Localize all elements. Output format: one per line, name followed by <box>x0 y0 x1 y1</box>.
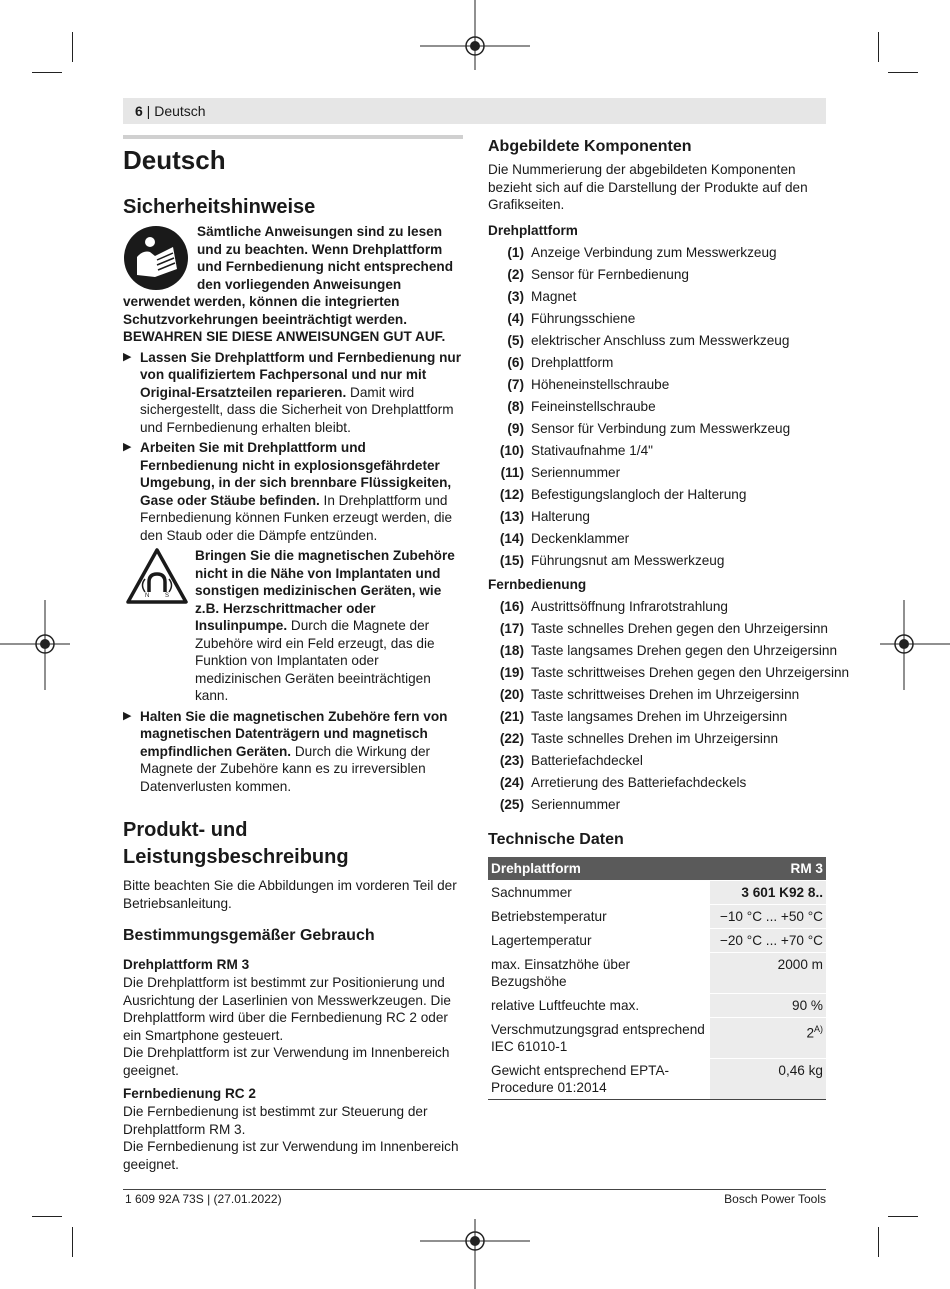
component-label: Anzeige Verbindung zum Messwerkzeug <box>531 244 777 260</box>
component-label: Taste langsames Drehen gegen den Uhrzeigersinn <box>531 642 838 658</box>
component-label: Führungsschiene <box>531 310 636 326</box>
bullet-1-text: Damit wird sichergestellt, dass die Sicherheit von Drehplattform und Fernbedienung erhalten bleibt. <box>140 384 454 435</box>
magnet-warning-block <box>123 547 463 705</box>
bullet-2-bold: Arbeiten Sie mit Drehplattform und Fernbedienung nicht in explosionsgefährdeter Umgebung, in der sich brennbare Flüssigkeiten, Gase oder Stäube befinden. <box>140 440 452 508</box>
left-column <box>123 145 463 1173</box>
bullet-3-bold: Halten Sie die magnetischen Zubehöre fern von magnetischen Datenträgern und magnetisch empfindlichen Geräten. <box>140 708 448 759</box>
component-number: (16) <box>499 598 524 614</box>
product-heading <box>123 817 463 871</box>
bullet-2-text: In Drehplattform und Fernbedienung können Funken erzeugt werden, die den Staub oder die Dämpfe entzünden. <box>140 492 453 543</box>
component-label: elektrischer Anschluss zum Messwerkzeug <box>531 332 790 348</box>
tech-header-label: Drehplattform <box>488 857 710 881</box>
component-item <box>488 528 826 550</box>
component-item <box>488 396 826 418</box>
registration-mark-left <box>0 600 70 690</box>
component-item <box>488 706 826 728</box>
component-item <box>488 618 826 640</box>
registration-mark-top <box>420 0 530 70</box>
component-item <box>488 772 826 794</box>
component-label: Taste schnelles Drehen im Uhrzeigersinn <box>531 730 779 746</box>
rm3-heading: Drehplattform RM 3 <box>123 957 250 972</box>
tech-data-table <box>488 857 826 1100</box>
component-label: Seriennummer <box>531 796 621 812</box>
column-rule <box>123 135 463 139</box>
product-heading-line-2: Leistungsbeschreibung <box>123 846 349 868</box>
component-number: (13) <box>499 508 524 524</box>
safety-intro: Sämtliche Anweisungen sind zu lesen und zu beachten. Wenn Drehplattform und Fernbedienung nicht entsprechend den vorliegenden Anweisungen verwendet werden, können die integrierten Schutzvorkehrungen beeinträchtigt werden. BEWAHREN SIE DIESE ANWEISUNGEN GUT AUF. <box>123 224 454 344</box>
component-number: (22) <box>499 730 524 746</box>
tech-row-label: Verschmutzungsgrad entsprechend IEC 61010-1 <box>488 1017 710 1058</box>
magnet-warning-bold: Bringen Sie die magnetischen Zubehöre nicht in die Nähe von Implantaten und sonstigen medizinischen Geräten, wie z.B. Herzschrittmacher oder Insulinpumpe. <box>195 548 455 633</box>
component-number: (8) <box>507 398 524 414</box>
component-number: (20) <box>499 686 524 702</box>
tech-row-value <box>710 880 826 904</box>
remote-components-heading: Fernbedienung <box>488 576 587 592</box>
rc2-heading: Fernbedienung RC 2 <box>123 1086 256 1101</box>
tech-row <box>488 1058 826 1099</box>
tech-row-label: Sachnummer <box>488 880 710 904</box>
page-title: Deutsch <box>123 145 226 175</box>
component-item <box>488 330 826 352</box>
tech-row <box>488 928 826 952</box>
component-label: Befestigungslangloch der Halterung <box>531 486 747 502</box>
component-number: (24) <box>499 774 524 790</box>
platform-components-heading: Drehplattform <box>488 222 578 238</box>
component-label: Taste schrittweises Drehen gegen den Uhrzeigersinn <box>531 664 850 680</box>
bullet-3-text: Durch die Wirkung der Magnete der Zubehöre kann es zu irreversiblen Datenverlusten kommen. <box>140 743 431 794</box>
tech-row-label: Betriebstemperatur <box>488 904 710 928</box>
tech-row-label: Gewicht entsprechend EPTA-Procedure 01:2014 <box>488 1058 710 1099</box>
safety-bullet-1 <box>123 349 463 437</box>
component-label: Magnet <box>531 288 577 304</box>
component-number: (7) <box>507 376 524 392</box>
rc2-text-2: Die Fernbedienung ist zur Verwendung im Innenbereich geeignet. <box>123 1139 459 1172</box>
component-number: (15) <box>499 552 524 568</box>
component-item <box>488 728 826 750</box>
crop-mark <box>72 1227 73 1257</box>
component-item <box>488 440 826 462</box>
tech-row <box>488 993 826 1017</box>
component-number: (21) <box>499 708 524 724</box>
crop-mark <box>878 1227 879 1257</box>
component-item <box>488 418 826 440</box>
product-heading-line-1: Produkt- und <box>123 819 248 841</box>
components-heading: Abgebildete Komponenten <box>488 138 692 155</box>
rc2-text-1: Die Fernbedienung ist bestimmt zur Steuerung der Drehplattform RM 3. <box>123 1104 428 1137</box>
component-label: Taste langsames Drehen im Uhrzeigersinn <box>531 708 788 724</box>
magnet-warning-icon <box>125 547 189 607</box>
tech-row <box>488 1017 826 1058</box>
component-item <box>488 750 826 772</box>
safety-bullet-3 <box>123 708 463 796</box>
right-column <box>488 137 850 1100</box>
rm3-text-2: Die Drehplattform ist zur Verwendung im Innenbereich geeignet. <box>123 1045 450 1078</box>
component-number: (23) <box>499 752 524 768</box>
component-number: (14) <box>499 530 524 546</box>
component-number: (4) <box>507 310 524 326</box>
footer-doc-ref: 1 609 92A 73S | (27.01.2022) <box>125 1192 282 1206</box>
component-number: (1) <box>507 244 524 260</box>
component-number: (2) <box>507 266 524 282</box>
component-label: Taste schnelles Drehen gegen den Uhrzeigersinn <box>531 620 828 636</box>
component-item <box>488 374 826 396</box>
svg-text:S: S <box>165 593 170 599</box>
magnet-warning-text: Durch die Magnete der Zubehöre wird ein Feld erzeugt, das die Funktion von Implantaten oder medizinischen Geräten beeinträchtigen kann. <box>195 618 435 703</box>
component-label: Batteriefachdeckel <box>531 752 643 768</box>
read-manual-icon <box>123 225 189 291</box>
component-number: (19) <box>499 664 524 680</box>
components-intro: Die Nummerierung der abgebildeten Komponenten bezieht sich auf die Darstellung der Produkte auf den Grafikseiten. <box>488 162 808 212</box>
component-number: (18) <box>499 642 524 658</box>
component-item <box>488 484 826 506</box>
crop-mark <box>888 72 918 73</box>
component-label: Arretierung des Batteriefachdeckels <box>531 774 747 790</box>
svg-text:N: N <box>145 593 150 599</box>
component-number: (17) <box>499 620 524 636</box>
bullet-arrow-icon: ▶ <box>123 350 132 363</box>
tech-row-label: max. Einsatzhöhe über Bezugshöhe <box>488 952 710 993</box>
rm3-text-1: Die Drehplattform ist bestimmt zur Positionierung und Ausrichtung der Laserlinien von Messwerkzeugen. Die Drehplattform wird über die Fernbedienung RC 2 oder ein Smartphone gesteuert. <box>123 975 451 1043</box>
component-label: Deckenklammer <box>531 530 630 546</box>
product-text: Bitte beachten Sie die Abbildungen im vorderen Teil der Betriebsanleitung. <box>123 878 457 911</box>
component-label: Taste schrittweises Drehen im Uhrzeigersinn <box>531 686 800 702</box>
component-label: Führungsnut am Messwerkzeug <box>531 552 725 568</box>
bullet-arrow-icon: ▶ <box>123 441 132 453</box>
tech-value-text: 0,46 kg <box>778 1062 823 1078</box>
component-item <box>488 684 826 706</box>
tech-row-value <box>710 928 826 952</box>
component-number: (25) <box>499 796 524 812</box>
component-item <box>488 286 826 308</box>
tech-value-footnote: A) <box>814 1023 823 1034</box>
tech-value-text: 90 % <box>792 997 823 1013</box>
tech-value-text: −10 °C ... +50 °C <box>719 908 823 924</box>
component-label: Sensor für Verbindung zum Messwerkzeug <box>531 420 791 436</box>
component-number: (6) <box>507 354 524 370</box>
bullet-1-bold: Lassen Sie Drehplattform und Fernbedienung nur von qualifiziertem Fachpersonal und nur mit Original-Ersatzteilen reparieren. <box>140 349 461 400</box>
footer-brand: Bosch Power Tools <box>724 1192 826 1206</box>
footer-rule <box>123 1189 826 1190</box>
component-item <box>488 550 826 572</box>
registration-mark-bottom <box>420 1219 530 1289</box>
platform-component-list <box>488 242 826 572</box>
header-bar <box>123 98 826 124</box>
component-label: Drehplattform <box>531 354 614 370</box>
component-label: Höheneinstellschraube <box>531 376 670 392</box>
safety-intro-block <box>123 223 463 346</box>
component-label: Feineinstellschraube <box>531 398 656 414</box>
component-number: (10) <box>499 442 524 458</box>
component-item <box>488 506 826 528</box>
component-number: (9) <box>507 420 524 436</box>
component-number: (3) <box>507 288 524 304</box>
component-number: (5) <box>507 332 524 348</box>
component-label: Austrittsöffnung Infrarotstrahlung <box>531 598 728 614</box>
component-label: Seriennummer <box>531 464 621 480</box>
component-item <box>488 596 826 618</box>
tech-row-value <box>710 952 826 993</box>
crop-mark <box>32 1216 62 1217</box>
page-number: 6 <box>135 103 143 119</box>
tech-row <box>488 952 826 993</box>
component-item <box>488 242 826 264</box>
tech-row-value <box>710 904 826 928</box>
tech-value-text: 3 601 K92 8.. <box>741 884 823 900</box>
crop-mark <box>72 32 73 62</box>
usage-heading: Bestimmungsgemäßer Gebrauch <box>123 927 375 944</box>
component-item <box>488 308 826 330</box>
header-language: Deutsch <box>154 103 206 119</box>
component-item <box>488 794 826 816</box>
component-number: (12) <box>499 486 524 502</box>
tech-row-value <box>710 993 826 1017</box>
component-label: Sensor für Fernbedienung <box>531 266 689 282</box>
bullet-arrow-icon: ▶ <box>123 709 132 722</box>
safety-bullet-2 <box>123 439 463 544</box>
component-item <box>488 352 826 374</box>
tech-row-value <box>710 1058 826 1099</box>
safety-heading: Sicherheitshinweise <box>123 196 316 218</box>
crop-mark <box>888 1216 918 1217</box>
tech-row-value <box>710 1017 826 1058</box>
tech-row <box>488 880 826 904</box>
page-header: 6 | Deutsch <box>135 103 206 119</box>
tech-row <box>488 904 826 928</box>
crop-mark <box>32 72 62 73</box>
crop-mark <box>878 32 879 62</box>
component-label: Halterung <box>531 508 590 524</box>
registration-mark-right <box>880 600 950 690</box>
tech-data-heading: Technische Daten <box>488 830 624 848</box>
component-label: Stativaufnahme 1/4" <box>531 442 653 458</box>
remote-component-list <box>488 596 850 816</box>
tech-row-label: Lagertemperatur <box>488 928 710 952</box>
component-number: (11) <box>500 464 524 480</box>
component-item <box>488 640 838 662</box>
tech-row-label: relative Luftfeuchte max. <box>488 993 710 1017</box>
tech-header-value: RM 3 <box>710 857 826 881</box>
component-item <box>488 662 850 684</box>
tech-value-text: 2 <box>806 1025 814 1041</box>
tech-value-text: 2000 m <box>777 956 823 972</box>
tech-value-text: −20 °C ... +70 °C <box>719 932 823 948</box>
tech-table-header <box>488 857 826 881</box>
component-item <box>488 264 826 286</box>
component-item <box>488 462 826 484</box>
